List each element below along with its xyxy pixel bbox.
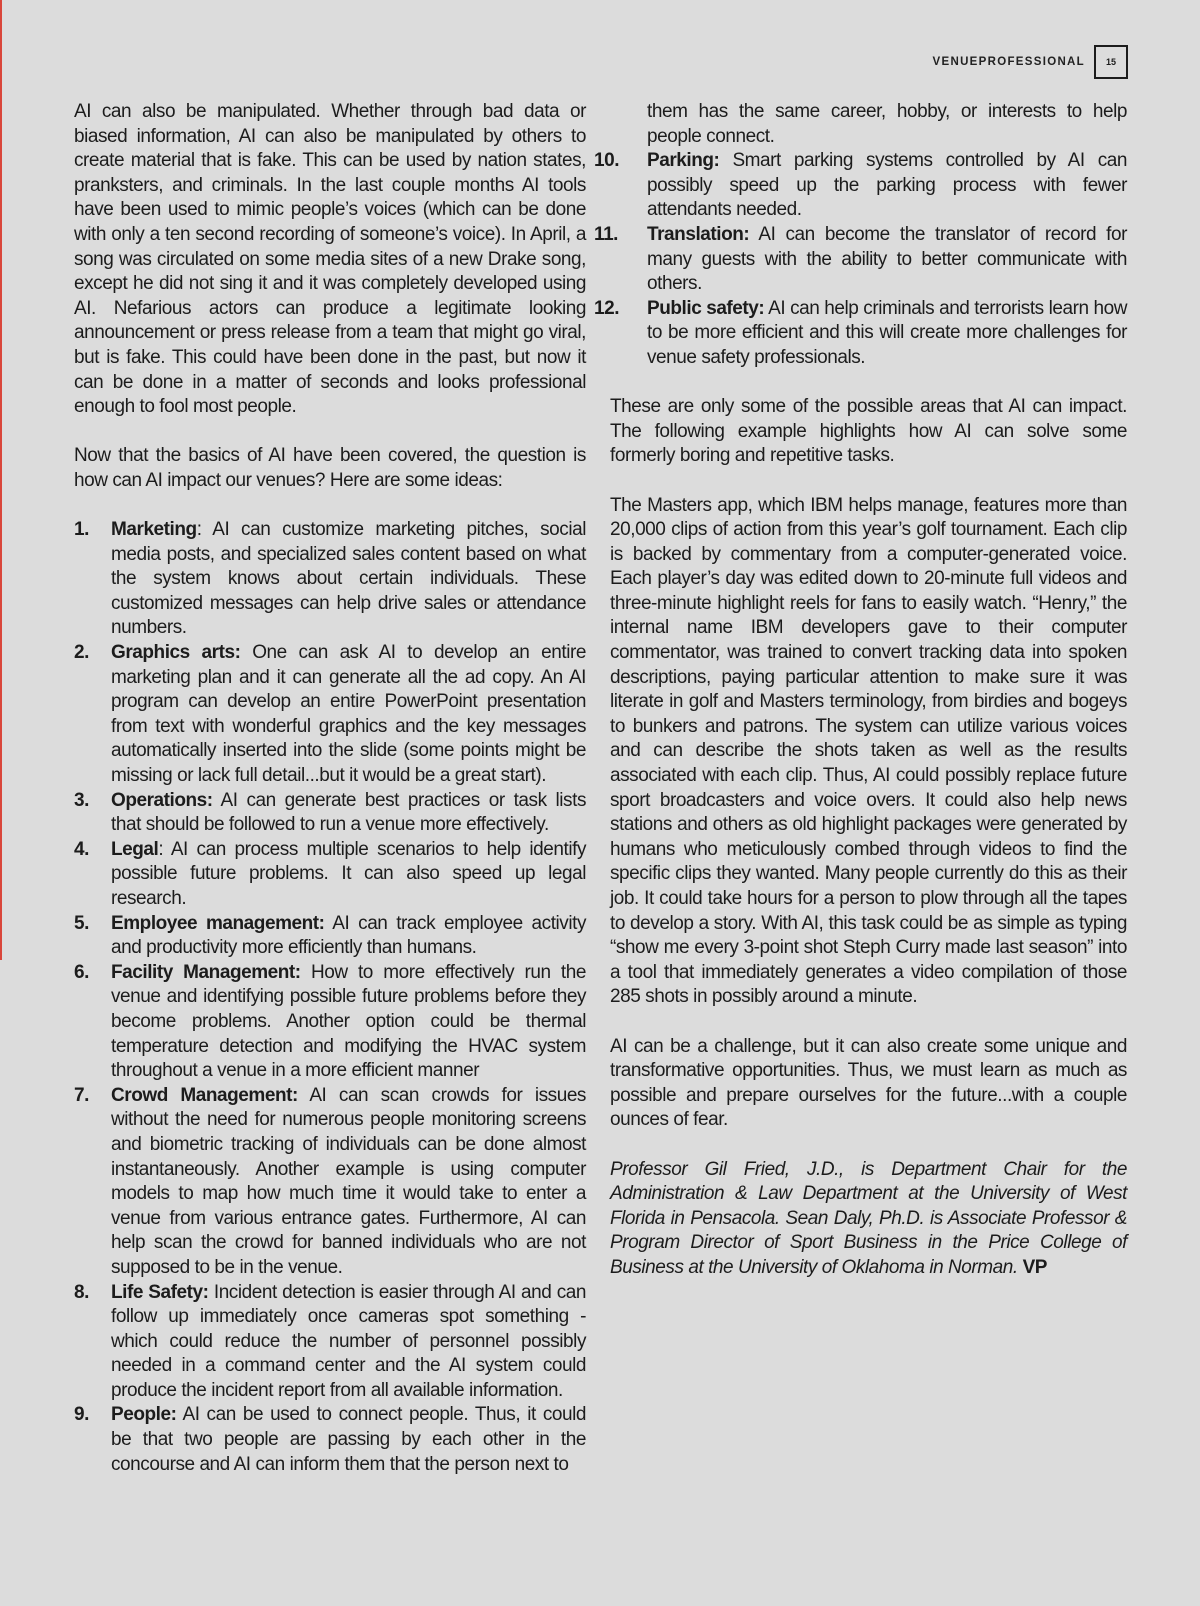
author-bio: Professor Gil Fried, J.D., is Department Chair for the Administration & Law Department at the University of West Florida in Pensacola. Sean Daly, Ph.D. is Associate Professor & Program Director of Sport Business in the Price College of Business at the University of Oklahoma in Norman. VP	[610, 1158, 1127, 1278]
list-item: 2. Graphics arts: One can ask AI to develop an entire marketing plan and it can generate all the ad copy. An AI program can develop an entire PowerPoint presentation from text with wonderful graphics and the key messages automatically inserted into the slide (some points might be missing or lack full detail...but it would be a great start).	[74, 642, 586, 787]
paragraph: These are only some of the possible areas that AI can impact. The following example highlights how AI can solve some formerly boring and repetitive tasks.	[610, 396, 1127, 467]
paragraph: AI can be a challenge, but it can also create some unique and transformative opportunities. Thus, we must learn as much as possible and prepare ourselves for the future...with a couple ounces of fear.	[610, 1035, 1127, 1131]
list-item: 1. Marketing: AI can customize marketing pitches, social media posts, and specialized sales content based on what the system knows about certain individuals. These customized messages can help drive sales or attendance numbers.	[74, 519, 586, 639]
left-column	[74, 100, 586, 1502]
list-item: 3. Operations: AI can generate best practices or task lists that should be followed to run a venue more effectively.	[74, 789, 586, 836]
ideas-list-continued	[594, 149, 1127, 370]
paragraph: Now that the basics of AI have been covered, the question is how can AI impact our venues? Here are some ideas:	[74, 445, 586, 491]
list-item: 5. Employee management: AI can track employee activity and productivity more efficiently than humans.	[74, 912, 586, 959]
list-item: 11. Translation: AI can become the translator of record for many guests with the ability to better communicate with others.	[594, 223, 1127, 295]
page-number: 15	[1094, 45, 1128, 79]
list-item: 6. Facility Management: How to more effectively run the venue and identifying possible future problems before they become problems. Another option could be thermal temperature detection and modifying the HVAC system throughout a venue in a more efficient manner	[74, 961, 586, 1082]
list-item: 10. Parking: Smart parking systems controlled by AI can possibly speed up the parking process with fewer attendants needed.	[594, 150, 1127, 221]
paragraph: AI can also be manipulated. Whether through bad data or biased information, AI can also be manipulated by others to create material that is fake. This can be used by nation states, pranksters, and criminals. In the last couple months AI tools have been used to mimic people’s voices (which can be done with only a ten second recording of someone’s voice). In April, a song was circulated on some media sites of a new Drake song, except he did not sing it and it was completely developed using AI. Nefarious actors can produce a legitimate looking announcement or press release from a team that might go viral, but is fake. This could have been done in the past, but now it can be done in a matter of seconds and looks professional enough to fool most people.	[74, 101, 586, 418]
publication-name: VENUEPROFESSIONAL	[932, 56, 1085, 68]
page-header	[933, 44, 1128, 80]
paragraph: The Masters app, which IBM helps manage, features more than 20,000 clips of action from this year’s golf tournament. Each clip is backed by commentary from a computer-generated voice. Each player’s day was edited down to 20-minute full videos and three-minute highlight reels for fans to easily watch. “Henry,” the internal name IBM developers gave to their computer commentator, was trained to convert tracking data into spoken descriptions, paying particular attention to make sure it was literate in golf and Masters terminology, from birdies and bogeys to bunkers and patrons. The system can utilize various voices and can describe the shots taken as well as the results associated with each clip. Thus, AI could possibly replace future sport broadcasters and voice overs. It could also help news stations and others as old highlight packages were generated by humans who meticulously combed through videos to find the specific clips they wanted. Many people currently do this as their job. It could take hours for a person to plow through all the tapes to develop a story. With AI, this task could be as simple as typing “show me every 3-point shot Steph Curry made last season” into a tool that immediately generates a video compilation of those 285 shots in possibly around a minute.	[610, 494, 1127, 1008]
right-column	[594, 100, 1127, 1305]
list-item: 12. Public safety: AI can help criminals and terrorists learn how to be more efficient and this will create more challenges for venue safety professionals.	[594, 297, 1127, 368]
list-item: 8. Life Safety: Incident detection is easier through AI and can follow up immediately once cameras spot something - which could reduce the number of personnel possibly needed in a command center and the AI system could produce the incident report from all available information.	[74, 1281, 586, 1401]
list-item: 7. Crowd Management: AI can scan crowds for issues without the need for numerous people monitoring screens and biometric tracking of individuals can be done almost instantaneously. Another example is using computer models to map how much time it would take to enter a venue from various entrance gates. Furthermore, AI can help scan the crowd for banned individuals who are not supposed to be in the venue.	[74, 1084, 586, 1278]
page-edge-line	[0, 0, 2, 960]
list-item: 9. People: AI can be used to connect people. Thus, it could be that two people are passing by each other in the concourse and AI can inform them that the person next to	[74, 1404, 586, 1475]
list-continuation: them has the same career, hobby, or interests to help people connect.	[647, 101, 1127, 147]
list-item: 4. Legal: AI can process multiple scenarios to help identify possible future problems. It can also speed up legal research.	[74, 838, 586, 909]
end-mark: VP	[1022, 1256, 1048, 1278]
ideas-list	[74, 518, 586, 1477]
